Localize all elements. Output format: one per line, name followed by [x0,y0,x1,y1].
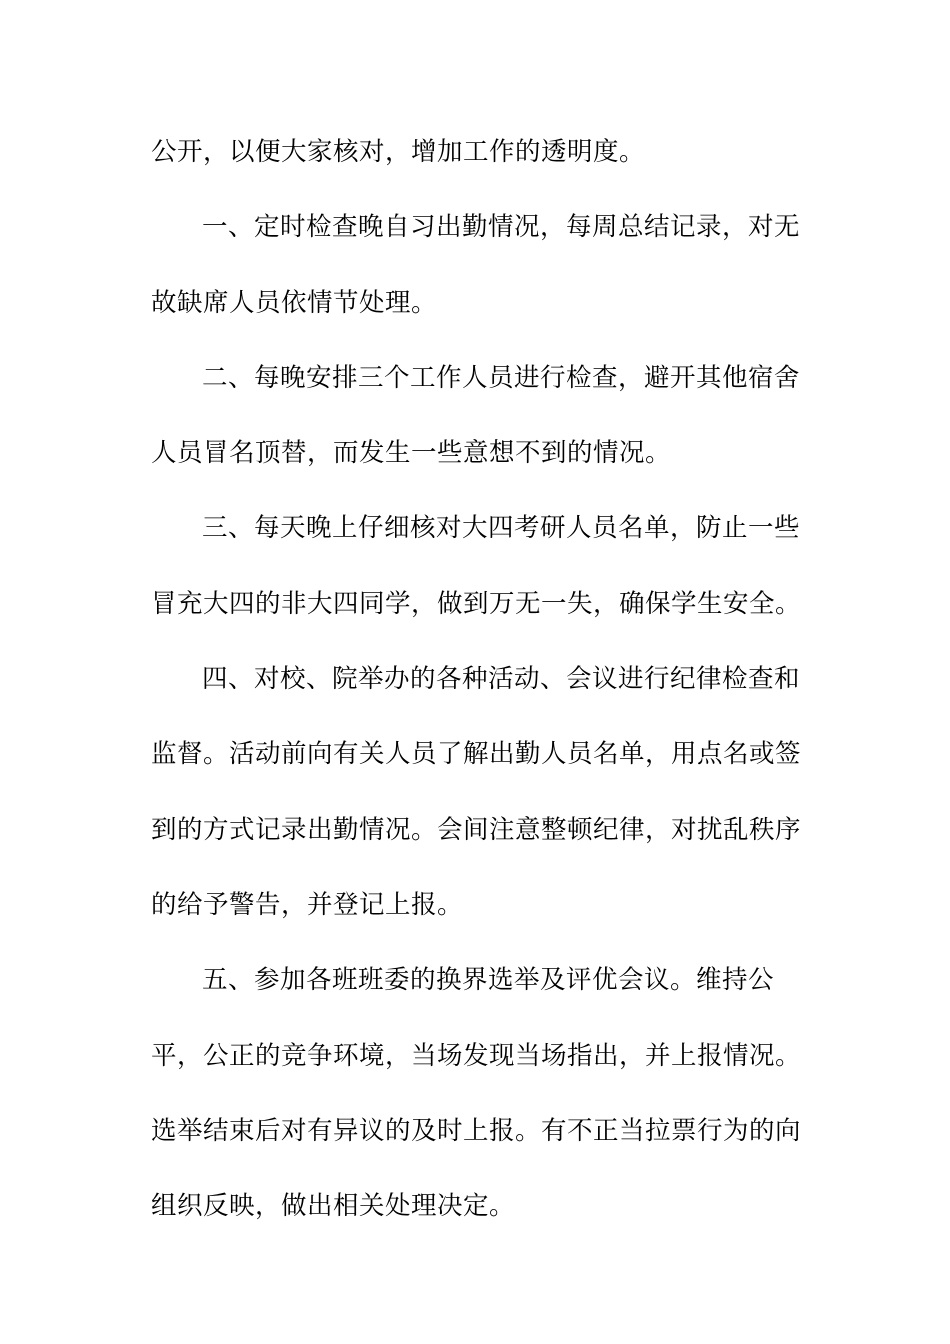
paragraph-1-line-2: 故缺席人员依情节处理。 [151,287,438,318]
paragraph-5-line-2: 平，公正的竞争环境，当场发现当场指出，并上报情况。 [151,1040,802,1071]
paragraph-1-line-1: 一、定时检查晚自习出勤情况，每周总结记录，对无 [202,212,801,243]
paragraph-5-line-4: 组织反映，做出相关处理决定。 [151,1191,516,1222]
document-body [151,126,802,1255]
paragraph-5-line-3: 选举结束后对有异议的及时上报。有不正当拉票行为的向 [151,1115,802,1146]
paragraph-2-line-1: 二、每晚安排三个工作人员进行检查，避开其他宿舍 [202,362,801,393]
paragraph-3-line-1: 三、每天晚上仔细核对大四考研人员名单，防止一些 [202,513,801,544]
paragraph-4-line-4: 的给予警告，并登记上报。 [151,889,464,920]
paragraph-2-line-2: 人员冒名顶替，而发生一些意想不到的情况。 [151,438,672,469]
paragraph-4-line-3: 到的方式记录出勤情况。会间注意整顿纪律，对扰乱秩序 [151,814,802,845]
paragraph-4-line-1: 四、对校、院举办的各种活动、会议进行纪律检查和 [202,664,801,695]
paragraph-5-line-1: 五、参加各班班委的换界选举及评优会议。维持公 [202,965,775,996]
paragraph-3-line-2: 冒充大四的非大四同学，做到万无一失，确保学生安全。 [151,588,802,619]
paragraph-4-line-2: 监督。活动前向有关人员了解出勤人员名单，用点名或签 [151,739,802,770]
text-line: 公开，以便大家核对，增加工作的透明度。 [151,137,646,167]
